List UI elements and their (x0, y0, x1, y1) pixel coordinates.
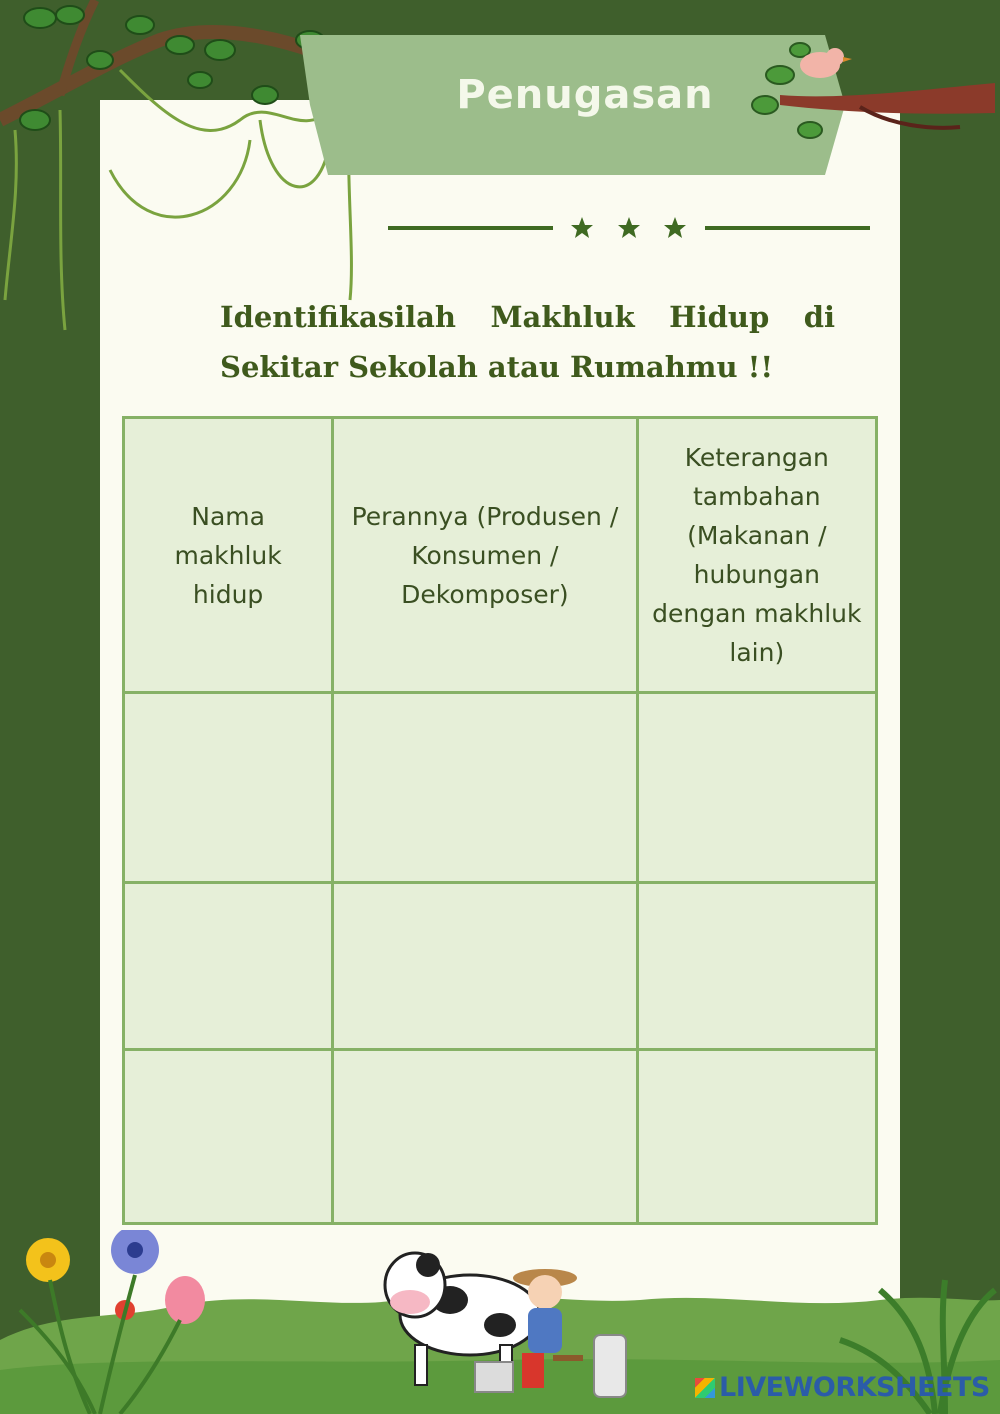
bird-branch-illustration (740, 35, 1000, 145)
answer-cell[interactable] (637, 883, 876, 1050)
header-peran: Perannya (Produsen / Konsumen / Dekomposer) (333, 418, 637, 693)
answer-cell[interactable] (124, 883, 333, 1050)
header-nama: Nama makhluk hidup (124, 418, 333, 693)
flower-icon (26, 1230, 205, 1324)
liveworksheets-logo: LIVEWORKSHEETS (695, 1372, 990, 1403)
table-row (124, 883, 877, 1050)
instruction-line-2: Sekitar Sekolah atau Rumahmu !! (220, 350, 774, 384)
table-row (124, 693, 877, 883)
instruction-line-1: Identifikasilah Makhluk Hidup di (220, 300, 835, 334)
table-row (124, 1050, 877, 1224)
logo-icon (695, 1378, 715, 1398)
answer-cell[interactable] (124, 693, 333, 883)
answer-cell[interactable] (637, 1050, 876, 1224)
answer-cell[interactable] (637, 693, 876, 883)
answer-cell[interactable] (333, 883, 637, 1050)
page-title: Penugasan (456, 72, 714, 118)
instruction-text (220, 292, 835, 392)
table-header-row (124, 418, 877, 693)
answer-cell[interactable] (333, 1050, 637, 1224)
answer-table (122, 416, 878, 1225)
answer-cell[interactable] (333, 693, 637, 883)
star-divider (388, 210, 870, 250)
milk-can-icon (594, 1335, 626, 1397)
header-keterangan: Keterangan tambahan (Makanan / hubungan dengan makhluk lain) (637, 418, 876, 693)
answer-cell[interactable] (124, 1050, 333, 1224)
bucket-icon (475, 1362, 513, 1392)
